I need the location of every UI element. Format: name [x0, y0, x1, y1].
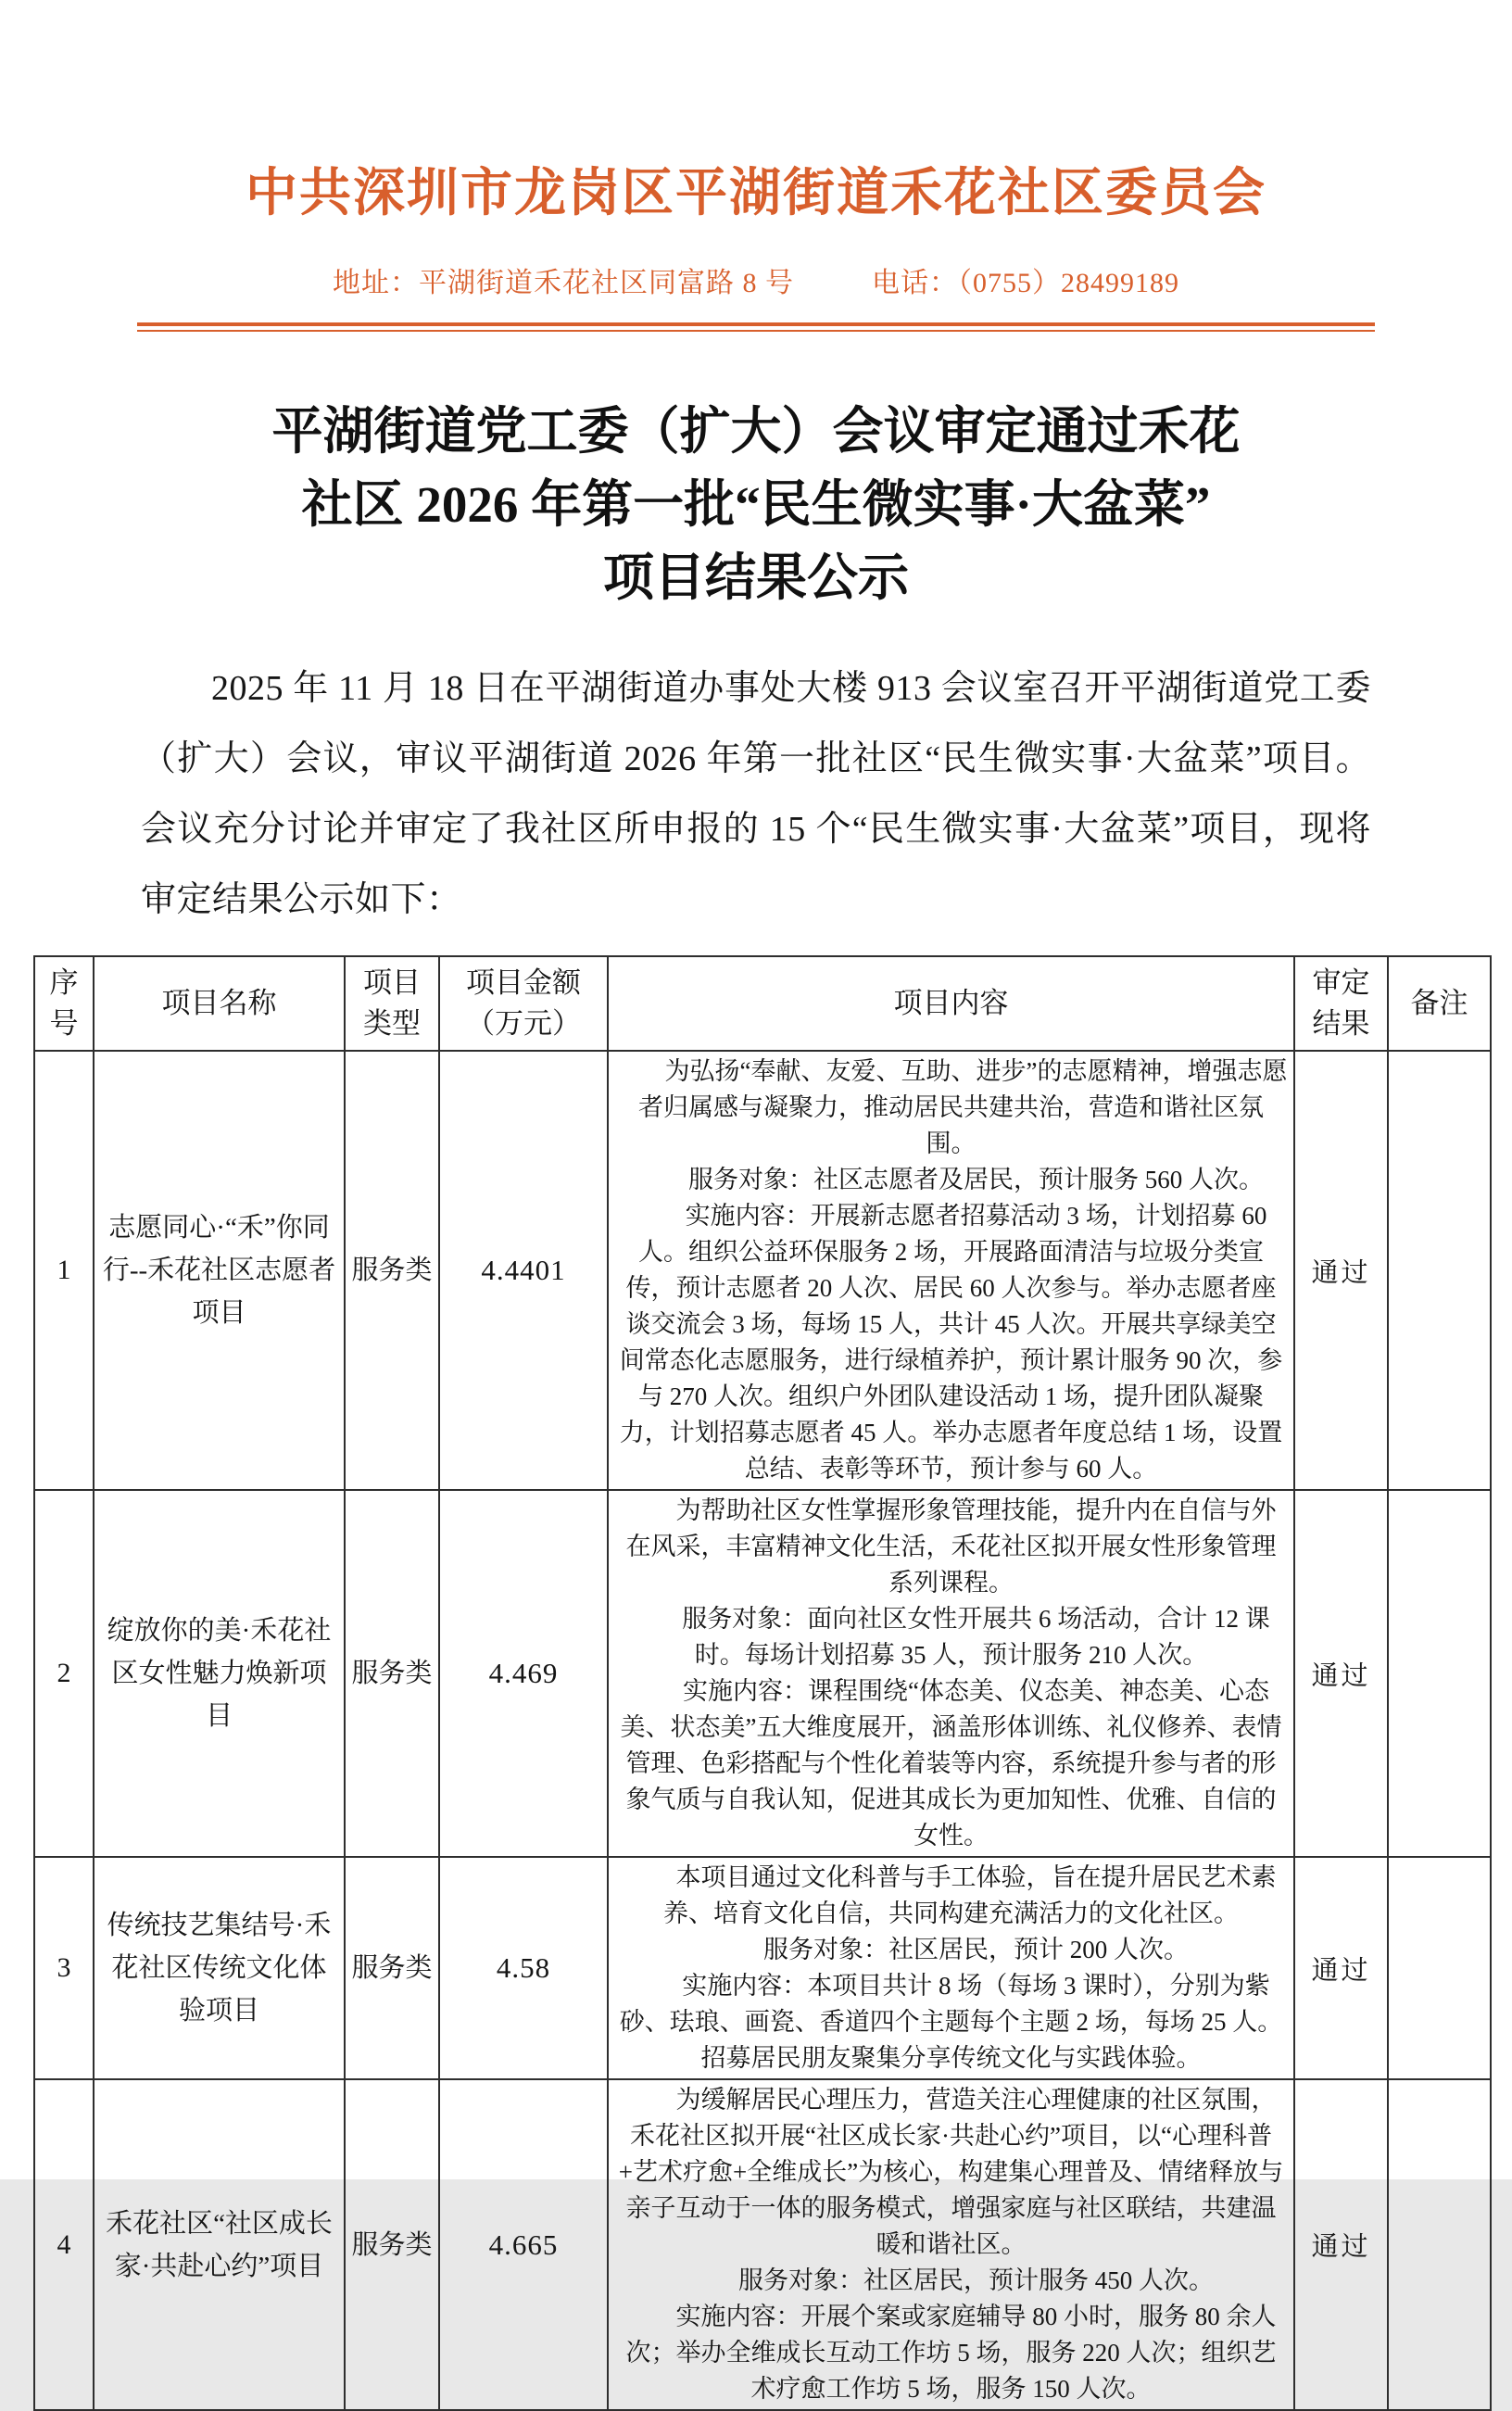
cell-serial: 3 [34, 1857, 94, 2079]
cell-amount: 4.469 [439, 1490, 608, 1857]
cell-project-name: 传统技艺集结号·禾花社区传统文化体验项目 [94, 1857, 345, 2079]
cell-remark [1388, 2079, 1491, 2410]
content-paragraph: 为缓解居民心理压力，营造关注心理健康的社区氛围，禾花社区拟开展“社区成长家·共赴心约”项目，以“心理科普+艺术疗愈+全维成长”为核心，构建集心理普及、情绪释放与亲子互动于一体的服务模式，增强家庭与社区联结，共建温暖和谐社区。 [618, 2086, 1284, 2258]
col-header-remark: 备注 [1388, 956, 1491, 1051]
projects-table [33, 955, 1492, 2411]
content-paragraph: 服务对象：面向社区女性开展共 6 场活动，合计 12 课时。每场计划招募 35 人，预计服务 210 人次。 [682, 1605, 1270, 1669]
notice-title [172, 395, 1340, 614]
intro-paragraph: 2025 年 11 月 18 日在平湖街道办事处大楼 913 会议室召开平湖街道党工委（扩大）会议，审议平湖街道 2026 年第一批社区“民生微实事·大盆菜”项目。会议充分讨论并审定了我社区所申报的 15 个“民生微实事·大盆菜”项目，现将审定结果公示如下： [141, 669, 1371, 919]
content-paragraph: 实施内容：开展个案或家庭辅导 80 小时，服务 80 余人次；举办全维成长互动工作坊 5 场，服务 220 人次；组织艺术疗愈工作坊 5 场，服务 150 人次。 [625, 2303, 1277, 2403]
cell-content [608, 2079, 1294, 2410]
content-paragraph: 实施内容：本项目共计 8 场（每场 3 课时），分别为紫砂、珐琅、画瓷、香道四个主题每个主题 2 场，每场 25 人。招募居民朋友聚集分享传统文化与实践体验。 [619, 1972, 1283, 2072]
table-row [34, 2079, 1491, 2410]
cell-remark [1388, 1857, 1491, 2079]
org-name-heading: 中共深圳市龙岗区平湖街道禾花社区委员会 [246, 165, 1266, 222]
col-header-type: 项目类型 [345, 956, 439, 1051]
cell-amount: 4.665 [439, 2079, 608, 2410]
col-header-name: 项目名称 [94, 956, 345, 1051]
cell-remark [1388, 1051, 1491, 1490]
contact-line [0, 259, 1512, 300]
cell-content [608, 1490, 1294, 1857]
col-header-serial: 序号 [34, 956, 94, 1051]
table-row [34, 1051, 1491, 1490]
cell-serial: 2 [34, 1490, 94, 1857]
col-header-amount: 项目金额（万元） [439, 956, 608, 1051]
content-paragraph: 服务对象：社区居民，预计服务 450 人次。 [738, 2266, 1214, 2294]
col-header-content: 项目内容 [608, 956, 1294, 1051]
col-header-result: 审定结果 [1294, 956, 1388, 1051]
content-paragraph: 实施内容：开展新志愿者招募活动 3 场，计划招募 60 人。组织公益环保服务 2 场，开展路面清洁与垃圾分类宣传，预计志愿者 20 人次、居民 60 人次参与。举办志愿者座谈交流会 3 场，每场 15 人，共计 45 人次。开展共享绿美空间常态化志愿服务，进行绿植养护，预计累计服务 90 次，参与 270 人次。组织户外团队建设活动 1 场，提升团队凝聚力，计划招募志愿者 45 人。举办志愿者年度总结 1 场，设置总结、表彰等环节，预计参与 60 人。 [619, 1202, 1283, 1483]
content-paragraph: 服务对象：社区志愿者及居民，预计服务 560 人次。 [688, 1166, 1264, 1193]
cell-amount: 4.58 [439, 1857, 608, 2079]
cell-project-name: 志愿同心·“禾”你同行--禾花社区志愿者项目 [94, 1051, 345, 1490]
table-header-row [34, 956, 1491, 1051]
cell-serial: 4 [34, 2079, 94, 2410]
cell-project-name: 绽放你的美·禾花社区女性魅力焕新项目 [94, 1490, 345, 1857]
cell-result: 通过 [1294, 1051, 1388, 1490]
content-paragraph: 本项目通过文化科普与手工体验，旨在提升居民艺术素养、培育文化自信，共同构建充满活力的文化社区。 [663, 1863, 1277, 1927]
content-paragraph: 服务对象：社区居民，预计 200 人次。 [763, 1936, 1189, 1963]
cell-remark [1388, 1490, 1491, 1857]
phone-text: 电话：（0755）28499189 [872, 268, 1179, 298]
notice-title-line-1: 平湖街道党工委（扩大）会议审定通过禾花 [271, 403, 1241, 460]
cell-project-name: 禾花社区“社区成长家·共赴心约”项目 [94, 2079, 345, 2410]
cell-project-type: 服务类 [345, 2079, 439, 2410]
cell-content [608, 1857, 1294, 2079]
notice-title-line-3: 项目结果公示 [602, 549, 909, 606]
cell-result: 通过 [1294, 2079, 1388, 2410]
letterhead-divider [137, 322, 1375, 332]
content-paragraph: 为弘扬“奉献、友爱、互助、进步”的志愿精神，增强志愿者归属感与凝聚力，推动居民共建共治，营造和谐社区氛围。 [638, 1057, 1288, 1157]
table-row [34, 1857, 1491, 2079]
content-paragraph: 实施内容：课程围绕“体态美、仪态美、神态美、心态美、状态美”五大维度展开，涵盖形体训练、礼仪修养、表情管理、色彩搭配与个性化着装等内容，系统提升参与者的形象气质与自我认知，促进其成长为更加知性、优雅、自信的女性。 [620, 1677, 1282, 1849]
table-row [34, 1490, 1491, 1857]
cell-project-type: 服务类 [345, 1857, 439, 2079]
cell-serial: 1 [34, 1051, 94, 1490]
cell-project-type: 服务类 [345, 1051, 439, 1490]
cell-amount: 4.4401 [439, 1051, 608, 1490]
cell-content [608, 1051, 1294, 1490]
cell-result: 通过 [1294, 1857, 1388, 2079]
cell-project-type: 服务类 [345, 1490, 439, 1857]
notice-title-line-2: 社区 2026 年第一批“民生微实事·大盆菜” [301, 476, 1211, 533]
address-text: 地址：平湖街道禾花社区同富路 8 号 [333, 268, 794, 298]
cell-result: 通过 [1294, 1490, 1388, 1857]
content-paragraph: 为帮助社区女性掌握形象管理技能，提升内在自信与外在风采，丰富精神文化生活，禾花社区拟开展女性形象管理系列课程。 [625, 1496, 1277, 1597]
